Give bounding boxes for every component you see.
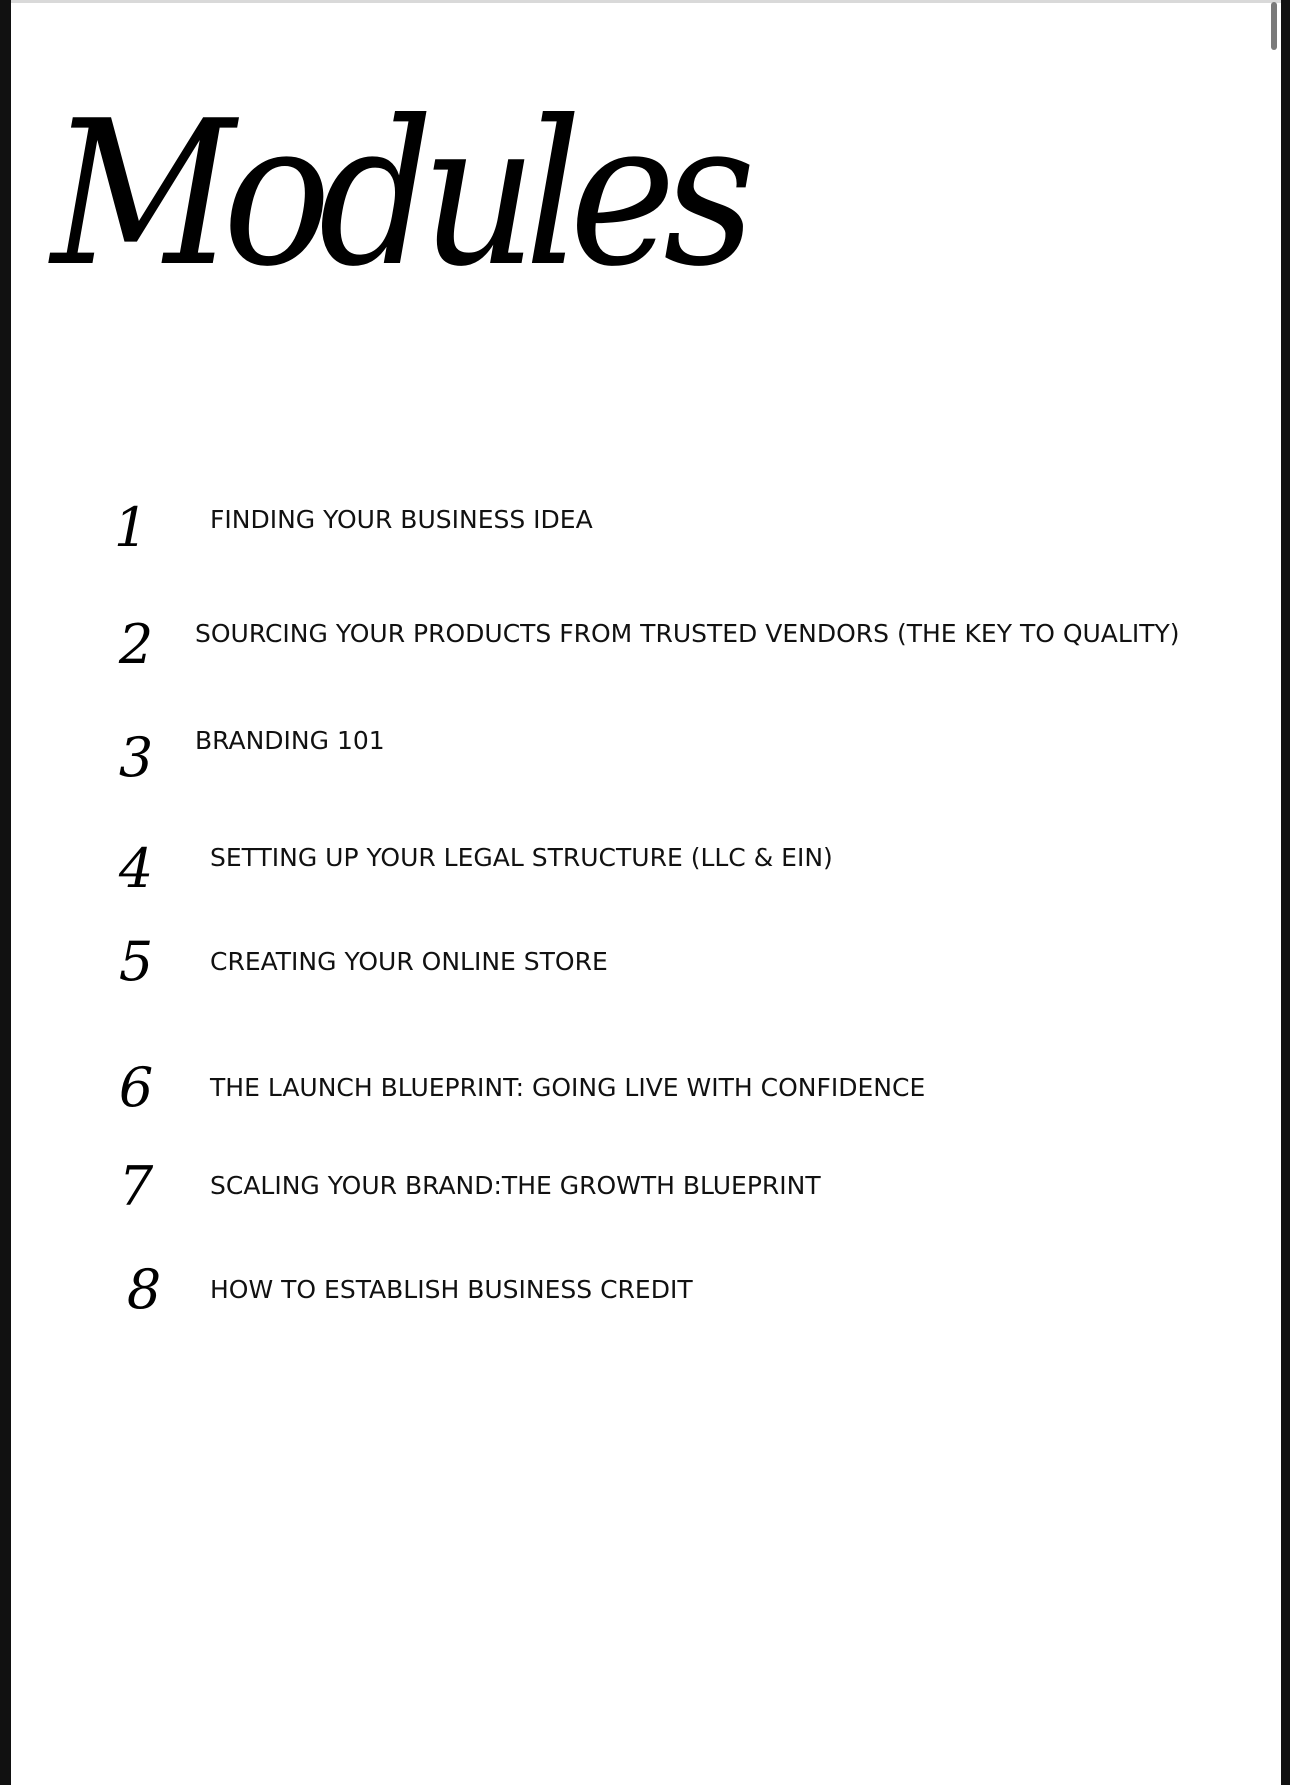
module-number: 3 xyxy=(118,726,154,789)
module-title: FINDING YOUR BUSINESS IDEA xyxy=(210,505,593,534)
module-number: 5 xyxy=(118,930,154,993)
module-number: 7 xyxy=(118,1155,154,1218)
window-frame-right xyxy=(1281,0,1290,1785)
module-title: SETTING UP YOUR LEGAL STRUCTURE (LLC & EIN) xyxy=(210,843,833,872)
module-number: 1 xyxy=(113,496,149,559)
module-number: 2 xyxy=(118,613,154,676)
module-title: SCALING YOUR BRAND:THE GROWTH BLUEPRINT xyxy=(210,1171,821,1200)
module-number: 4 xyxy=(118,837,154,900)
module-title: BRANDING 101 xyxy=(195,726,385,755)
module-title: THE LAUNCH BLUEPRINT: GOING LIVE WITH CONFIDENCE xyxy=(210,1073,926,1102)
module-number: 6 xyxy=(118,1056,154,1119)
document-page xyxy=(11,3,1281,1785)
module-title: CREATING YOUR ONLINE STORE xyxy=(210,947,608,976)
module-title: SOURCING YOUR PRODUCTS FROM TRUSTED VENDORS (THE KEY TO QUALITY) xyxy=(195,619,1180,648)
module-number: 8 xyxy=(126,1258,162,1321)
page-title: Modules xyxy=(51,78,744,311)
module-title: HOW TO ESTABLISH BUSINESS CREDIT xyxy=(210,1275,693,1304)
window-frame-left xyxy=(0,0,11,1785)
scrollbar-thumb[interactable] xyxy=(1271,2,1277,50)
